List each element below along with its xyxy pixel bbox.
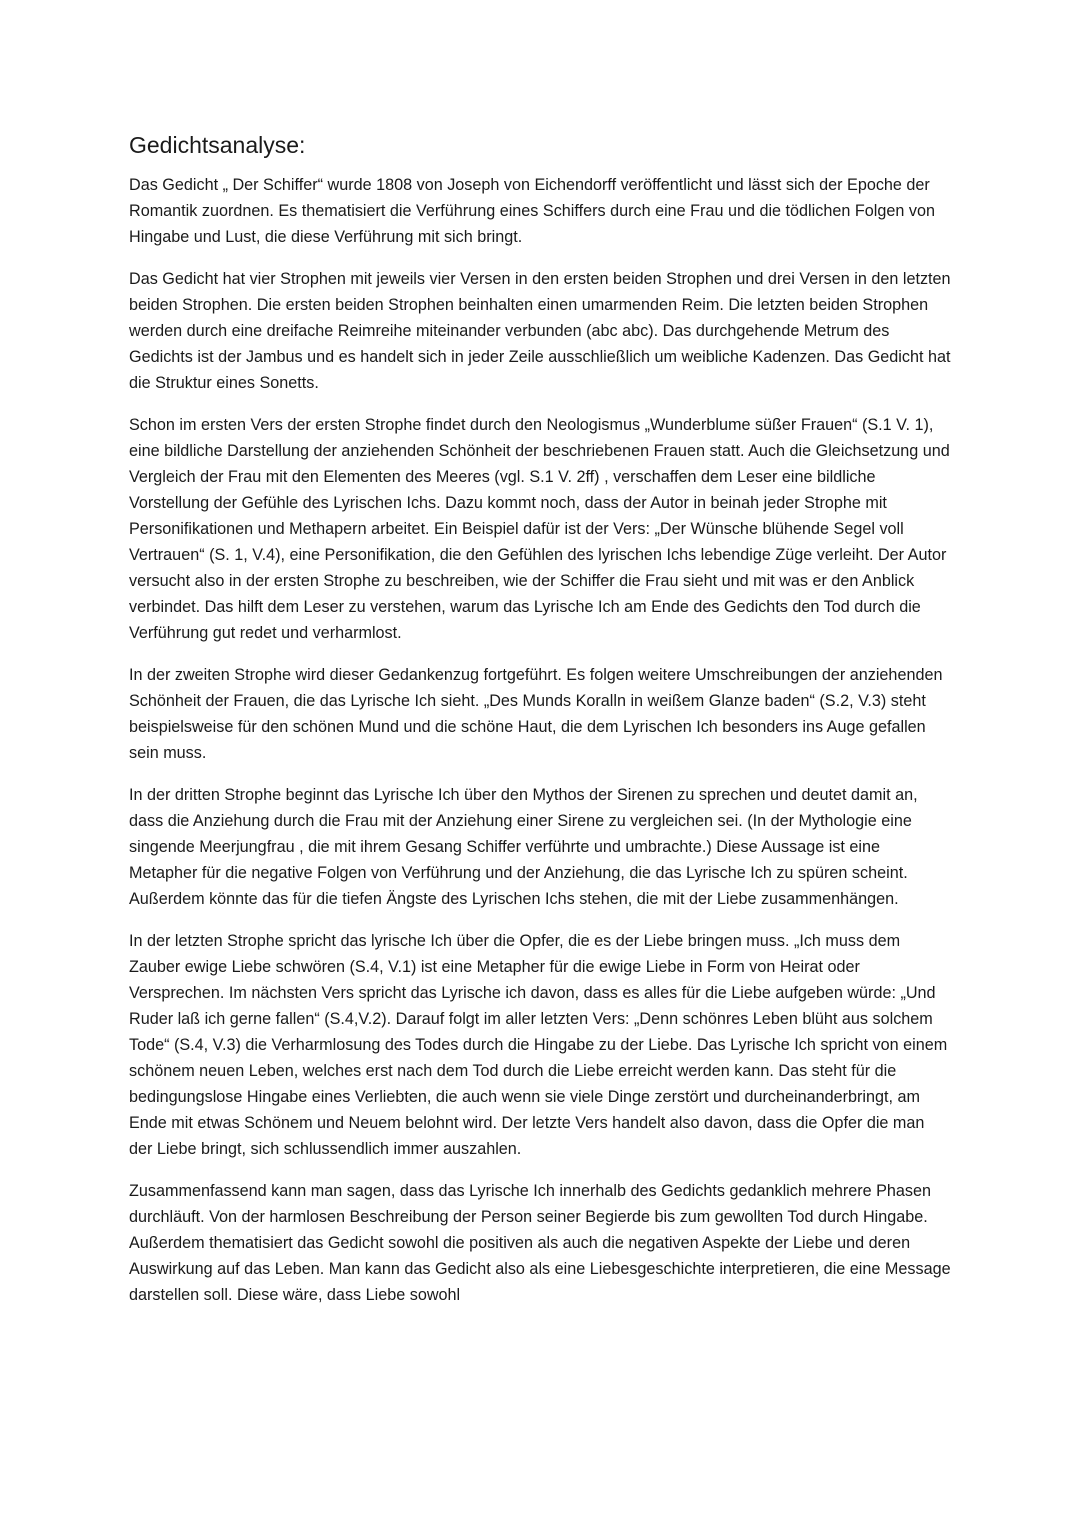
paragraph-strophe-4: In der letzten Strophe spricht das lyrische Ich über die Opfer, die es der Liebe bringen muss. „Ich muss dem Zauber ewige Liebe schwören (S.4, V.1) ist eine Metapher für die ewige Liebe in Form von Heirat oder Versprechen. Im nächsten Vers spricht das Lyrische ich davon, dass es alles für die Liebe aufgeben würde: „Und Ruder laß ich gerne fallen“ (S.4,V.2). Darauf folgt im aller letzten Vers: „Denn schönres Leben blüht aus solchem Tode“ (S.4, V.3) die Verharmlosung des Todes durch die Hingabe zu der Liebe. Das Lyrische Ich spricht von einem schönem neuen Leben, welches erst nach dem Tod durch die Liebe erreicht werden kann. Das steht für die bedingungslose Hingabe eines Verliebten, die auch wenn sie viele Dinge zerstört und durcheinanderbringt, am Ende mit etwas Schönem und Neuem belohnt wird. Der letzte Vers handelt also davon, dass die Opfer die man der Liebe bringt, sich schlussendlich immer auszahlen. [129, 932, 948, 1158]
document-title: Gedichtsanalyse: [129, 132, 306, 158]
paragraph-intro: Das Gedicht „ Der Schiffer“ wurde 1808 von Joseph von Eichendorff veröffentlicht und lässt sich der Epoche der Romantik zuordnen. Es thematisiert die Verführung eines Schiffers durch eine Frau und die tödlichen Folgen von Hingabe und Lust, die diese Verführung mit sich bringt. [129, 176, 935, 246]
paragraph-conclusion: Zusammenfassend kann man sagen, dass das Lyrische Ich innerhalb des Gedichts gedanklich mehrere Phasen durchläuft. Von der harmlosen Beschreibung der Person seiner Begierde bis zum gewollten Tod durch Hingabe. Außerdem thematisiert das Gedicht sowohl die positiven als auch die negativen Aspekte der Liebe und deren Auswirkung auf das Leben. Man kann das Gedicht also als eine Liebesgeschichte interpretieren, die eine Message darstellen soll. Diese wäre, dass Liebe sowohl [129, 1182, 951, 1304]
paragraph-strophe-2: In der zweiten Strophe wird dieser Gedankenzug fortgeführt. Es folgen weitere Umschreibungen der anziehenden Schönheit der Frauen, die das Lyrische Ich sieht. „Des Munds Koralln in weißem Glanze baden“ (S.2, V.3) steht beispielsweise für den schönen Mund und die schöne Haut, die dem Lyrischen Ich besonders ins Auge gefallen sein muss. [129, 666, 943, 762]
paragraph-form: Das Gedicht hat vier Strophen mit jeweils vier Versen in den ersten beiden Strophen und drei Versen in den letzten beiden Strophen. Die ersten beiden Strophen beinhalten einen umarmenden Reim. Die letzten beiden Strophen werden durch eine dreifache Reimreihe miteinander verbunden (abc abc). Das durchgehende Metrum des Gedichts ist der Jambus und es handelt sich in jeder Zeile ausschließlich um weibliche Kadenzen. Das Gedicht hat die Struktur eines Sonetts. [129, 270, 951, 392]
document-page [129, 130, 951, 1324]
paragraph-strophe-1: Schon im ersten Vers der ersten Strophe findet durch den Neologismus „Wunderblume süßer Frauen“ (S.1 V. 1), eine bildliche Darstellung der anziehenden Schönheit der beschriebenen Frauen statt. Auch die Gleichsetzung und Vergleich der Frau mit den Elementen des Meeres (vgl. S.1 V. 2ff) , verschaffen dem Leser eine bildliche Vorstellung der Gefühle des Lyrischen Ichs. Dazu kommt noch, dass der Autor in beinah jeder Strophe mit Personifikationen und Methapern arbeitet. Ein Beispiel dafür ist der Vers: „Der Wünsche blühende Segel voll Vertrauen“ (S. 1, V.4), eine Personifikation, die den Gefühlen des lyrischen Ichs lebendige Züge verleiht. Der Autor versucht also in der ersten Strophe zu beschreiben, wie der Schiffer die Frau sieht und mit was er den Anblick verbindet. Das hilft dem Leser zu verstehen, warum das Lyrische Ich am Ende des Gedichts den Tod durch die Verführung gut redet und verharmlost. [129, 416, 950, 642]
paragraph-strophe-3: In der dritten Strophe beginnt das Lyrische Ich über den Mythos der Sirenen zu sprechen und deutet damit an, dass die Anziehung durch die Frau mit der Anziehung einer Sirene zu vergleichen sei. (In der Mythologie eine singende Meerjungfrau , die mit ihrem Gesang Schiffer verführte und umbrachte.) Diese Aussage ist eine Metapher für die negative Folgen von Verführung und der Anziehung, die das Lyrische Ich zu spüren scheint. Außerdem könnte das für die tiefen Ängste des Lyrischen Ichs stehen, die mit der Liebe zusammenhängen. [129, 786, 918, 908]
